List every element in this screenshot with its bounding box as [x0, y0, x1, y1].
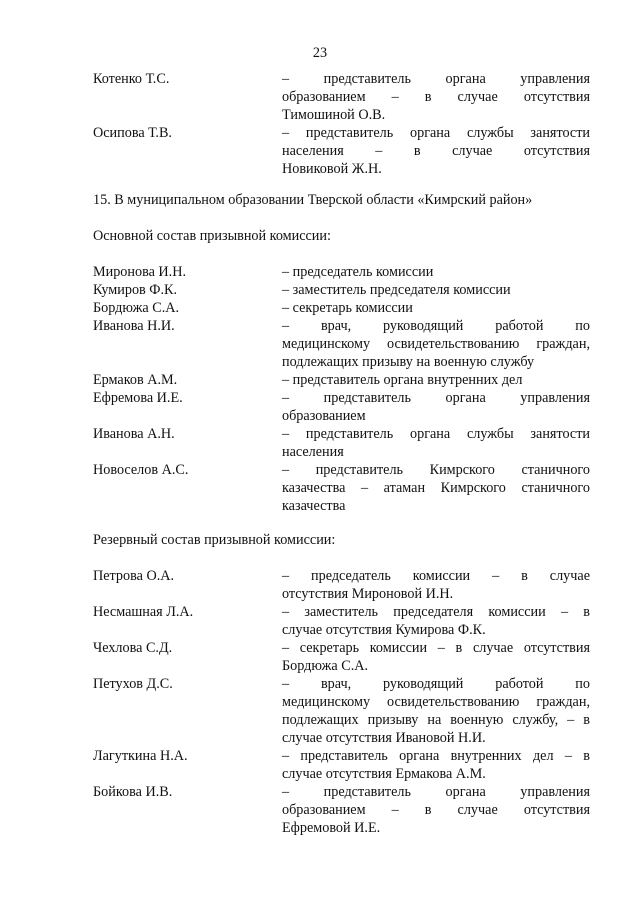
role-line: – представитель органа управления [282, 784, 590, 800]
member-role [282, 567, 590, 603]
role-line: образованием – в случае отсутствия [282, 802, 590, 818]
role-line: образованием – в случае отсутствия [282, 89, 590, 105]
member-name: Иванова А.Н. [93, 426, 175, 442]
main-member-list [0, 263, 640, 515]
role-line: – председатель комиссии – в случае [282, 568, 590, 584]
member-row [0, 675, 640, 747]
member-row [0, 371, 640, 389]
member-name: Бордюжа С.А. [93, 300, 180, 316]
member-row [0, 70, 640, 124]
member-name: Миронова И.Н. [93, 264, 187, 280]
member-name: Иванова Н.И. [93, 318, 175, 334]
member-row [0, 567, 640, 603]
member-role [282, 263, 590, 281]
member-row [0, 603, 640, 639]
member-role [282, 124, 590, 178]
member-role [282, 461, 590, 515]
reserve-composition-heading: Резервный состав призывной комиссии: [93, 532, 336, 548]
member-row [0, 783, 640, 837]
role-line: – секретарь комиссии – в случае отсутствия [282, 640, 590, 656]
role-line: – заместитель председателя комиссии – в [282, 604, 590, 620]
role-line: – врач, руководящий работой по [282, 676, 590, 692]
member-name: Кумиров Ф.К. [93, 282, 178, 298]
role-line: Тимошиной О.В. [282, 107, 386, 123]
member-row [0, 461, 640, 515]
member-row [0, 639, 640, 675]
member-row [0, 317, 640, 371]
role-line: подлежащих призыву на военную службу, – в [282, 712, 590, 728]
section-title: 15. В муниципальном образовании Тверской области «Кимрский район» [93, 192, 533, 208]
role-line: населения – в случае отсутствия [282, 143, 590, 159]
role-line: – представитель органа управления [282, 390, 590, 406]
role-line: подлежащих призыву на военную службу [282, 354, 535, 370]
role-line: населения [282, 444, 344, 460]
role-line: отсутствия Мироновой И.Н. [282, 586, 454, 602]
role-line: образованием [282, 408, 366, 424]
member-row [0, 389, 640, 425]
member-name: Петухов Д.С. [93, 676, 173, 692]
role-line: казачества – атаман Кимрского станичного [282, 480, 590, 496]
member-role [282, 299, 590, 317]
role-line: медицинскому освидетельствованию граждан, [282, 694, 590, 710]
reserve-member-list [0, 567, 640, 837]
role-line: – представитель Кимрского станичного [282, 462, 590, 478]
role-line: – представитель органа внутренних дел [282, 372, 523, 388]
role-line: – заместитель председателя комиссии [282, 282, 511, 298]
member-role [282, 675, 590, 747]
role-line: случае отсутствия Кумирова Ф.К. [282, 622, 486, 638]
member-row [0, 263, 640, 281]
member-role [282, 70, 590, 124]
role-line: – представитель органа службы занятости [282, 426, 590, 442]
member-name: Петрова О.А. [93, 568, 175, 584]
role-line: – секретарь комиссии [282, 300, 413, 316]
member-name: Ермаков А.М. [93, 372, 178, 388]
role-line: – председатель комиссии [282, 264, 434, 280]
member-row [0, 281, 640, 299]
role-line: – представитель органа внутренних дел – в [282, 748, 590, 764]
member-name: Осипова Т.В. [93, 125, 172, 141]
main-composition-heading: Основной состав призывной комиссии: [93, 228, 331, 244]
member-name: Ефремова И.Е. [93, 390, 183, 406]
member-role [282, 317, 590, 371]
member-role [282, 603, 590, 639]
member-role [282, 281, 590, 299]
member-role [282, 747, 590, 783]
member-name: Котенко Т.С. [93, 71, 170, 87]
member-role [282, 783, 590, 837]
member-row [0, 747, 640, 783]
role-line: медицинскому освидетельствованию граждан, [282, 336, 590, 352]
member-name: Чехлова С.Д. [93, 640, 173, 656]
top-member-list [0, 70, 640, 178]
member-role [282, 371, 590, 389]
member-role [282, 389, 590, 425]
member-row [0, 299, 640, 317]
member-name: Новоселов А.С. [93, 462, 189, 478]
member-name: Лагуткина Н.А. [93, 748, 188, 764]
member-role [282, 639, 590, 675]
role-line: – врач, руководящий работой по [282, 318, 590, 334]
role-line: – представитель органа службы занятости [282, 125, 590, 141]
role-line: Бордюжа С.А. [282, 658, 369, 674]
member-name: Несмашная Л.А. [93, 604, 194, 620]
member-row [0, 425, 640, 461]
member-name: Бойкова И.В. [93, 784, 173, 800]
role-line: – представитель органа управления [282, 71, 590, 87]
role-line: случае отсутствия Ермакова А.М. [282, 766, 486, 782]
member-row [0, 124, 640, 178]
role-line: Новиковой Ж.Н. [282, 161, 382, 177]
role-line: случае отсутствия Ивановой Н.И. [282, 730, 486, 746]
member-role [282, 425, 590, 461]
page-number: 23 [312, 45, 328, 61]
role-line: Ефремовой И.Е. [282, 820, 381, 836]
role-line: казачества [282, 498, 346, 514]
